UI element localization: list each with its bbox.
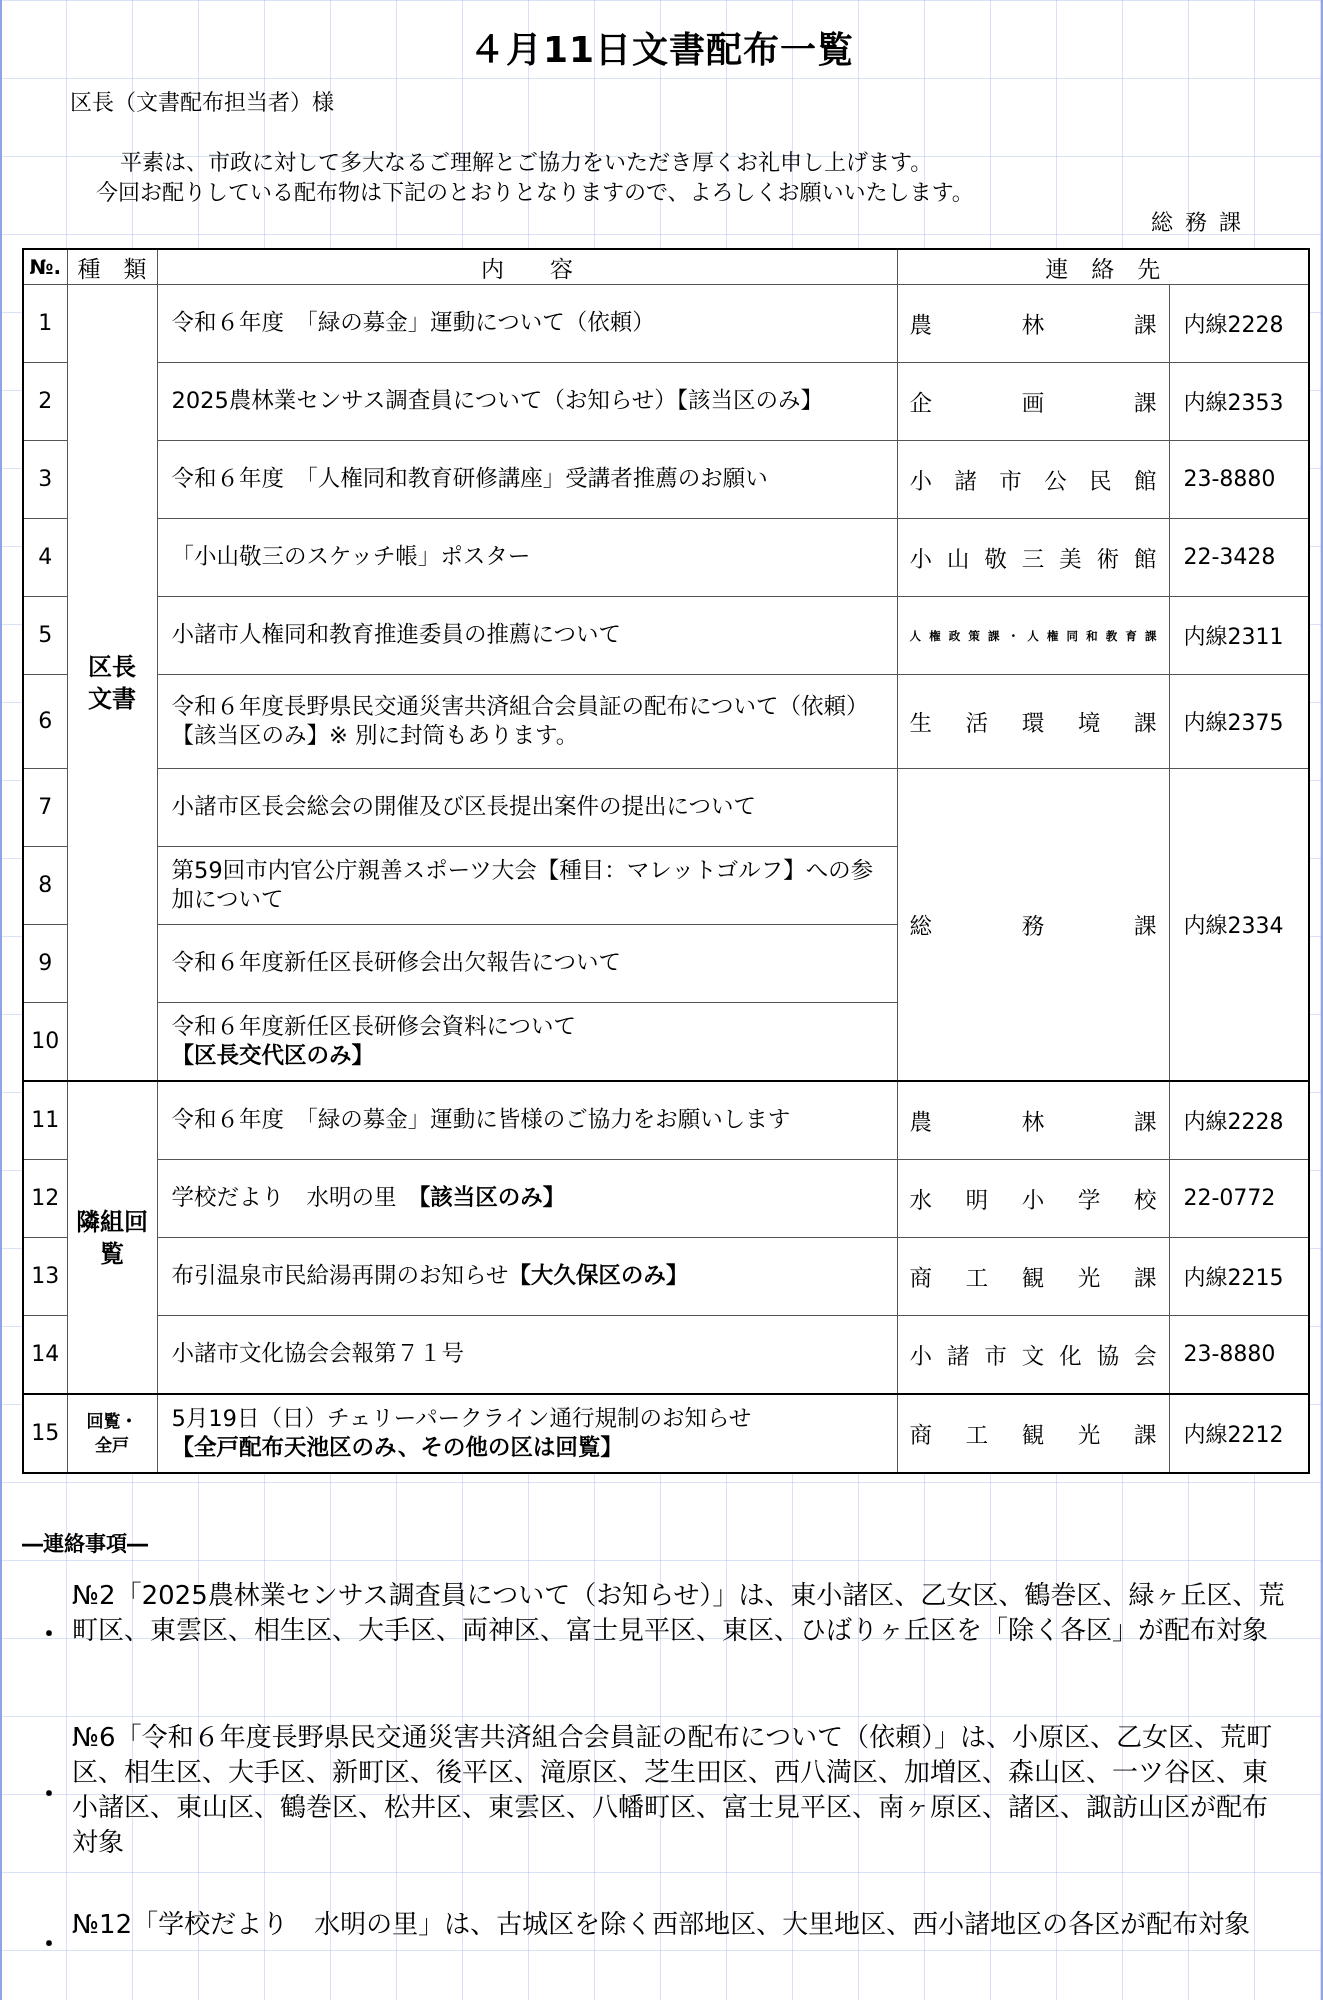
row-department: 商工観光課 xyxy=(897,1238,1169,1316)
row-no: 10 xyxy=(23,1003,67,1082)
notes-title: ―連絡事項― xyxy=(22,1532,148,1556)
content-text: 布引温泉市民給湯再開のお知らせ xyxy=(171,1263,509,1289)
note-item-1: №2「2025農林業センサス調査員について（お知らせ）」は、東小諸区、乙女区、鶴巻区、緑ヶ丘区、荒町区、東雲区、相生区、大手区、両神区、富士見平区、東区、ひばりヶ丘区を「除く各区」が配布対象 xyxy=(72,1581,1285,1646)
row-phone: 内線2334 xyxy=(1169,769,1309,1082)
row-department: 小諸市文化協会 xyxy=(897,1316,1169,1395)
category-kairan-zenko xyxy=(67,1394,157,1473)
row-no: 14 xyxy=(23,1316,67,1395)
note-bullet: ・ xyxy=(36,1780,63,1810)
table-row xyxy=(23,519,1309,597)
table-row xyxy=(23,769,1309,847)
content-note: 【区長交代区のみ】 xyxy=(171,1042,375,1069)
sender-department: 総務課 xyxy=(1150,211,1253,236)
row-no: 8 xyxy=(23,847,67,925)
row-department: 人権政策課・人権同和教育課 xyxy=(897,597,1169,675)
row-no: 6 xyxy=(23,675,67,769)
row-content: 令和６年度 「人権同和教育研修講座」受講者推薦のお願い xyxy=(157,441,897,519)
row-department: 農林課 xyxy=(897,1081,1169,1160)
row-no: 13 xyxy=(23,1238,67,1316)
row-content: 令和６年度 「緑の募金」運動について（依頼） xyxy=(157,285,897,363)
row-no: 5 xyxy=(23,597,67,675)
row-content: 「小山敬三のスケッチ帳」ポスター xyxy=(157,519,897,597)
table-row xyxy=(23,285,1309,363)
row-department: 小諸市公民館 xyxy=(897,441,1169,519)
row-no: 1 xyxy=(23,285,67,363)
row-no: 7 xyxy=(23,769,67,847)
table-row xyxy=(23,675,1309,769)
row-phone: 内線2353 xyxy=(1169,363,1309,441)
header-category: 種 類 xyxy=(67,249,157,285)
row-phone: 内線2228 xyxy=(1169,285,1309,363)
row-phone: 内線2212 xyxy=(1169,1394,1309,1473)
table-header-row xyxy=(23,249,1309,285)
header-no: №. xyxy=(23,249,67,285)
greeting-line-2: 今回お配りしている配布物は下記のとおりとなりますので、よろしくお願いいたします。 xyxy=(96,181,974,206)
content-text: 令和６年度新任区長研修会資料について xyxy=(171,1013,577,1040)
table-row xyxy=(23,441,1309,519)
row-phone: 内線2375 xyxy=(1169,675,1309,769)
content-text: 学校だより 水明の里 xyxy=(171,1185,420,1211)
table-row xyxy=(23,1160,1309,1238)
row-department: 小山敬三美術館 xyxy=(897,519,1169,597)
row-no: 3 xyxy=(23,441,67,519)
table-row xyxy=(23,1081,1309,1160)
row-department: 農林課 xyxy=(897,285,1169,363)
row-no: 2 xyxy=(23,363,67,441)
row-no: 11 xyxy=(23,1081,67,1160)
table-row xyxy=(23,1238,1309,1316)
row-content xyxy=(157,1394,897,1473)
category-kucho-bunsho xyxy=(67,285,157,1082)
category-label: 回覧・ 全戸 xyxy=(86,1411,138,1456)
note-bullet: ・ xyxy=(36,1930,63,1960)
row-phone: 23-8880 xyxy=(1169,441,1309,519)
content-text: 5月19日（日）チェリーパークライン通行規制のお知らせ xyxy=(171,1405,752,1432)
table-row xyxy=(23,597,1309,675)
row-content: 小諸市人権同和教育推進委員の推薦について xyxy=(157,597,897,675)
row-content xyxy=(157,1160,897,1238)
row-phone: 23-8880 xyxy=(1169,1316,1309,1395)
row-phone: 内線2311 xyxy=(1169,597,1309,675)
header-contact: 連 絡 先 xyxy=(897,249,1309,285)
row-department: 商工観光課 xyxy=(897,1394,1169,1473)
distribution-table xyxy=(22,248,1310,1474)
row-department: 企画課 xyxy=(897,363,1169,441)
row-content: 小諸市区長会総会の開催及び区長提出案件の提出について xyxy=(157,769,897,847)
category-label: 区長 文書 xyxy=(88,652,136,713)
row-department: 総務課 xyxy=(897,769,1169,1082)
row-content: 小諸市文化協会会報第７１号 xyxy=(157,1316,897,1395)
row-content: 令和６年度長野県民交通災害共済組合会員証の配布について（依頼）【該当区のみ】※ 別に封筒もあります。 xyxy=(157,675,897,769)
content-note: 【大久保区のみ】 xyxy=(508,1263,689,1289)
note-bullet: ・ xyxy=(36,1620,63,1650)
row-content: 第59回市内官公庁親善スポーツ大会【種目：マレットゴルフ】への参加について xyxy=(157,847,897,925)
page-title: ４月11日文書配布一覧 xyxy=(468,30,855,71)
table-row xyxy=(23,1316,1309,1395)
category-label: 隣組回 覧 xyxy=(76,1207,148,1268)
greeting-line-1: 平素は、市政に対して多大なるご理解とご協力をいただき厚くお礼申し上げます。 xyxy=(120,151,933,176)
table-row xyxy=(23,1394,1309,1473)
row-content: 令和６年度 「緑の募金」運動に皆様のご協力をお願いします xyxy=(157,1081,897,1160)
table-row xyxy=(23,363,1309,441)
row-phone: 22-0772 xyxy=(1169,1160,1309,1238)
row-no: 12 xyxy=(23,1160,67,1238)
row-phone: 内線2215 xyxy=(1169,1238,1309,1316)
row-content: 令和６年度新任区長研修会出欠報告について xyxy=(157,925,897,1003)
row-content: 2025農林業センサス調査員について（お知らせ）【該当区のみ】 xyxy=(157,363,897,441)
note-item-3: №12「学校だより 水明の里」は、古城区を除く西部地区、大里地区、西小諸地区の各区が配布対象 xyxy=(72,1910,1251,1940)
content-note: 【全戸配布天池区のみ、その他の区は回覧】 xyxy=(171,1434,623,1461)
content-note: 【該当区のみ】 xyxy=(419,1185,566,1211)
row-phone: 内線2228 xyxy=(1169,1081,1309,1160)
row-phone: 22-3428 xyxy=(1169,519,1309,597)
row-department: 水明小学校 xyxy=(897,1160,1169,1238)
row-no: 4 xyxy=(23,519,67,597)
note-item-2: №6「令和６年度長野県民交通災害共済組合会員証の配布について（依頼）」は、小原区、乙女区、荒町区、相生区、大手区、新町区、後平区、滝原区、芝生田区、西八満区、加増区、森山区、一ツ谷区、東小諸区、東山区、鶴巻区、松井区、東雲区、八幡町区、富士見平区、南ヶ原区、諸区、諏訪山区が配布対象 xyxy=(72,1723,1273,1858)
addressee: 区長（文書配布担当者）様 xyxy=(70,91,335,116)
left-border xyxy=(0,0,2,2000)
category-rinpo-kairan xyxy=(67,1081,157,1394)
row-no: 15 xyxy=(23,1394,67,1473)
row-content xyxy=(157,1238,897,1316)
row-content xyxy=(157,1003,897,1082)
header-content: 内 容 xyxy=(157,249,897,285)
row-department: 生活環境課 xyxy=(897,675,1169,769)
row-no: 9 xyxy=(23,925,67,1003)
